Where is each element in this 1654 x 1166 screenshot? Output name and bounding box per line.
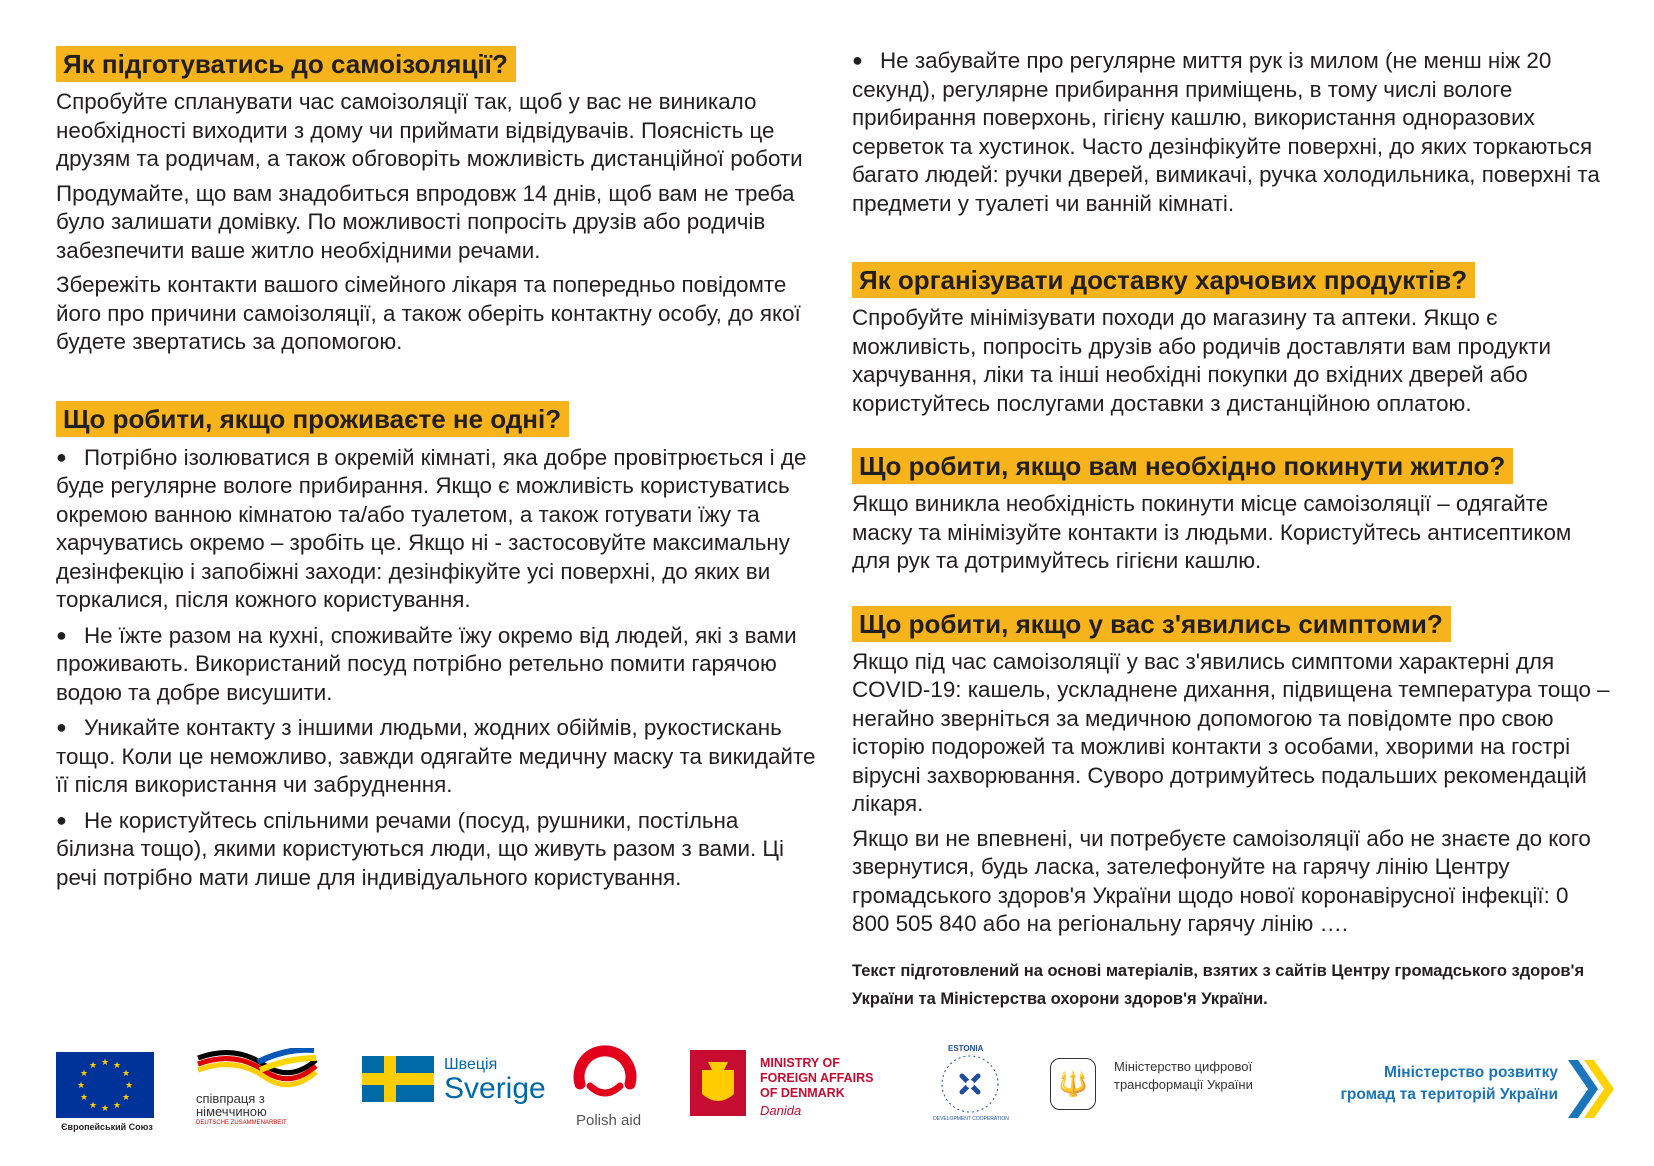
polish-aid-icon bbox=[570, 1044, 640, 1110]
paragraph: Спробуйте спланувати час самоізоляції так, щоб у вас не виникало необхідності виходити з дому чи приймати відвідувачів. Поясність це друзям та родичам, а також обговоріть можливість дистанційної роботи bbox=[56, 89, 803, 171]
paragraph: Якщо ви не впевнені, чи потребуєте самоізоляції або не знаєте до кого звернутися, будь ласка, зателефонуйте на гарячу лінію Центру громадського здоров'я України щодо нової коронавірусної інфекції: 0 800 505 840 або на регіональну гарячу лінію …. bbox=[852, 825, 1591, 936]
bullet-item: ● Не їжте разом на кухні, споживайте їжу окремо від людей, які з вами проживають. Використаний посуд потрібно ретельно помити гарячою водою та добре висушити. bbox=[56, 621, 816, 708]
section-heading-food-delivery: Як організувати доставку харчових продуктів? bbox=[852, 262, 1475, 298]
source-note: Текст підготовлений на основі матеріалів, взятих з сайтів Центру громадського здоров'я України та Міністерства охорони здоров'я України. bbox=[852, 961, 1585, 1008]
left-column bbox=[56, 46, 816, 898]
partner-logos bbox=[0, 1040, 1654, 1140]
german-cooperation-text: співпраця з німеччиною bbox=[196, 1091, 267, 1119]
svg-text:★: ★ bbox=[100, 1104, 110, 1114]
svg-text:★: ★ bbox=[121, 1069, 131, 1079]
estonia-subtext: DEVELOPMENT COOPERATION bbox=[933, 1116, 1009, 1122]
section-heading-symptoms: Що робити, якщо у вас з'явились симптоми? bbox=[852, 606, 1451, 642]
sweden-flag-icon bbox=[362, 1056, 434, 1102]
estonia-icon bbox=[934, 1044, 1006, 1124]
paragraph: Якщо під час самоізоляції у вас з'явились симптоми характерні для COVID-19: кашель, ускладнене дихання, підвищена температура тощо – негайно зверніться за медичною допомогою та повідомте про свою історію подорожей та можливі контакти з особами, хворими на гострі вірусні захворювання. Суворо дотримуйтесь подальших рекомендацій лікаря. bbox=[852, 648, 1610, 816]
svg-text:★: ★ bbox=[88, 1101, 98, 1111]
right-column bbox=[852, 46, 1612, 1013]
eu-stars-icon bbox=[70, 1055, 140, 1115]
flag-wave-icon bbox=[196, 1048, 318, 1088]
polish-aid-logo bbox=[570, 1044, 660, 1134]
paragraph: Якщо виникла необхідність покинути місце самоізоляції – одягайте маску та мінімізуйте контакти із людьми. Користуйтесь антисептиком для рук та дотримуйтесь гігієни кашлю. bbox=[852, 491, 1572, 573]
paragraph: Збережіть контакти вашого сімейного лікаря та попередньо повідомте його про причини самоізоляції, а також оберіть контактну особу, до якої будете звертатись за допомогою. bbox=[56, 272, 801, 354]
svg-text:★: ★ bbox=[100, 1058, 110, 1068]
section-heading-self-isolation-prep: Як підготуватись до самоізоляції? bbox=[56, 46, 516, 82]
eu-caption: Європейський Союз bbox=[61, 1122, 153, 1132]
polish-aid-text: Polish aid bbox=[576, 1112, 642, 1129]
danida-text: Danida bbox=[760, 1103, 802, 1118]
german-cooperation-subtext: DEUTSCHE ZUSAMMENARBEIT bbox=[196, 1120, 287, 1126]
sweden-subtext: Швеція bbox=[444, 1056, 498, 1073]
ukraine-digital-ministry-text: Міністерство цифрової трансформації України bbox=[1114, 1059, 1253, 1092]
ukraine-regional-ministry-logo bbox=[1330, 1056, 1620, 1126]
section-heading-leaving-home: Що робити, якщо вам необхідно покинути житло? bbox=[852, 448, 1513, 484]
sweden-text: Sverige bbox=[444, 1072, 546, 1105]
svg-text:★: ★ bbox=[112, 1061, 122, 1071]
svg-text:★: ★ bbox=[112, 1101, 122, 1111]
chevron-arrows-icon bbox=[1564, 1058, 1620, 1120]
svg-text:★: ★ bbox=[79, 1069, 89, 1079]
eu-flag-logo bbox=[56, 1052, 154, 1118]
bullet-item: ● Потрібно ізолюватися в окремій кімнаті, яка добре провітрюється і де буде регулярне вологе прибирання. Якщо є можливість користуватись окремою ванною кімнатою та/або туалетом, а також готувати їжу та харчуватись окремо – зробіть це. Якщо ні - застосовуйте максимальну дезінфекцію і запобіжні заходи: дезінфікуйте усі поверхні, до яких ви торкалися, після кожного користування. bbox=[56, 443, 816, 615]
bullet-item: ● Уникайте контакту з іншими людьми, жодних обіймів, рукостискань тощо. Коли це неможливо, завжди одягайте медичну маску та викидайте її після використання чи забруднення. bbox=[56, 713, 816, 800]
estonia-text: ESTONIA bbox=[948, 1044, 984, 1053]
svg-text:★: ★ bbox=[124, 1081, 134, 1091]
denmark-crest-icon bbox=[690, 1050, 746, 1116]
paragraph: Спробуйте мінімізувати походи до магазину та аптеки. Якщо є можливість, попросіть друзів або родичів доставляти вам продукти харчування, ліки та інші необхідні покупки до вхідних дверей або користуйтесь послугами доставки з дистанційною оплатою. bbox=[852, 305, 1552, 416]
section-heading-living-together: Що робити, якщо проживаєте не одні? bbox=[56, 401, 569, 437]
svg-text:★: ★ bbox=[121, 1093, 131, 1103]
denmark-mfa-text: MINISTRY OF FOREIGN AFFAIRS OF DENMARK bbox=[760, 1056, 874, 1100]
bullet-item: ● Не забувайте про регулярне миття рук із милом (не менш ніж 20 секунд), регулярне прибирання приміщень, в тому числі вологе прибирання поверхонь, гігієну кашлю, використання одноразових серветок та хустинок. Часто дезінфікуйте поверхні, до яких торкаються багато людей: ручки дверей, вимикачі, ручка холодильника, поверхні та предмети у туалеті чи ванній кімнаті. bbox=[852, 46, 1612, 218]
trident-icon: 🔱 bbox=[1050, 1058, 1096, 1110]
svg-text:★: ★ bbox=[76, 1081, 86, 1091]
estonia-dev-coop-logo bbox=[933, 1044, 1009, 1124]
ukraine-regional-ministry-text: Міністерство розвитку громад та територій України bbox=[1340, 1064, 1558, 1103]
paragraph: Продумайте, що вам знадобиться впродовж 14 днів, щоб вам не треба було залишати домівку. По можливості попросіть друзів або родичів забезпечити ваше житло необхідними речами. bbox=[56, 180, 795, 263]
german-cooperation-logo bbox=[196, 1048, 318, 1126]
svg-text:★: ★ bbox=[88, 1061, 98, 1071]
bullet-item: ● Не користуйтесь спільними речами (посуд, рушники, постільна білизна тощо), якими користуються люди, що живуть разом з вами. Ці речі потрібно мати лише для індивідуального користування. bbox=[56, 806, 816, 893]
svg-text:★: ★ bbox=[79, 1093, 89, 1103]
